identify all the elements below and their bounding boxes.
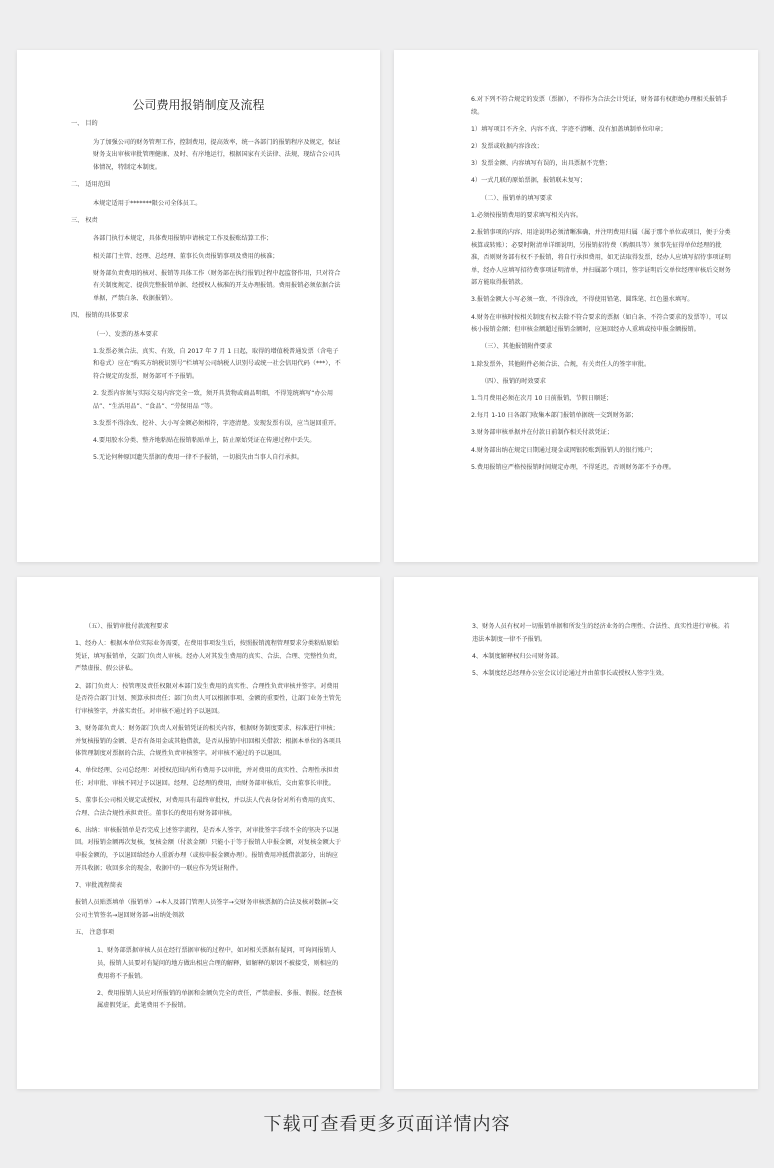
section-heading: 五、 注意事项 [75, 928, 115, 936]
document-page-3 [17, 577, 380, 1089]
page-content [471, 94, 731, 479]
paragraph: 3、财务部负责人：财务部门负责人对报销凭证的相关内容，根据财务制度要求、标准进行审核；并复核报销的金额、是否有备用金或其他借款，是否从报销中扣回相关借款；根据本单位的各项具体管理制度对票据的合法、合规性负责审核签字。对审核不通过的予以退回。 [75, 724, 342, 758]
paragraph: 1、财务部票据审核人员在经行票据审核的过程中，如对相关票据有疑问，可询问报销人员，报销人员要对有疑问的地方做出相应合理的解释，如解释的原因不被接受，则相应的费用将不予报销。 [97, 947, 339, 980]
paragraph: 2、费用报销人员应对所报销的单据和金额负完全的责任，严禁虚报、多报、假报。经查核属虚假凭证，此笔费用不予报销。 [97, 989, 343, 1010]
paragraph: 2、部门负责人：按管理及责任权限对本部门发生费用的真实性、合理性负责审核并签字。对费用是否符合部门计划、预算承担责任；部门负责人可以根据事项、金额的重要性，让部门业务主管先行审核签字，并落实责任。对审核不通过的予以退回。 [75, 682, 342, 715]
paragraph: 5、本制度经总经理办公室会议讨论通过并由董事长或授权人签字生效。 [472, 669, 668, 677]
paragraph: 4）一式几联的原始票据，报销联未复写； [471, 177, 587, 185]
paragraph: 4、单位经理、公司总经理：对授权范围内所有费用予以审批，并对费用的真实性、合理性承担责任；对审批、审核不同过予以退回。经理、总经理的费用，由财务部审核后，交由董事长审批。 [75, 767, 339, 787]
paragraph: 7、审批流程简表 [75, 881, 123, 889]
section-heading: 三、 权责 [71, 216, 98, 224]
paragraph: 1、经办人：根据本单位实际业务需要，在费用事项发生后，按照报销流程管理要求分类粘贴原始凭证，填写报销单，交部门负责人审核。经办人对其发生费用的真实、合法、合理、完整性负责，严禁虚报、假公济私。 [75, 640, 342, 673]
paragraph: 3.发票不得涂改、挖补、大小写金额必须相符，字迹清楚。发现发票有误，应当退回重开。 [93, 420, 341, 428]
paragraph: 6.对下列不符合规定的发票（票据），不得作为合法会计凭证，财务部有权拒绝办理相关报销手续。 [471, 96, 728, 116]
paragraph: （一）、发票的基本要求 [93, 330, 158, 338]
section-heading: 四、 报销的具体要求 [71, 312, 129, 320]
paragraph: 1.除发票外，其他附件必须合法、合规，有关责任人的签字审批。 [471, 360, 651, 368]
paragraph: 4、本制度解释权归公司财务部。 [472, 652, 563, 660]
subsection-heading: （四）、报销的时效要求 [481, 377, 546, 385]
page-content [71, 118, 343, 470]
page-content [472, 621, 730, 685]
paragraph: 为了加强公司的财务管理工作，控制费用，提高效率，统一各部门的报销程序及规定，保证财务支出审核审批管理健康、及时、有序地运行，根据国家有关法律、法规，现结合公司具体情况，特制定本制度。 [93, 138, 341, 171]
paragraph: 2）发票或收据内容涂改； [471, 142, 543, 150]
paragraph: 财务部负责费用的核对、报销等具体工作（财务部在执行报销过程中起监督作用，只对符合有关制度规定、提供完整报销单据、经授权人核准的开支办理报销。费用报销必须依据合法单据，严禁白条、收据报销）。 [93, 269, 341, 302]
paragraph: 1.必须按报销费用的要求填写相关内容。 [471, 211, 583, 219]
document-page-4 [394, 577, 758, 1089]
paragraph: 1.当月费用必须在次月 10 日前报销，节假日顺延； [471, 395, 613, 402]
document-page-2 [394, 50, 758, 562]
paragraph: 3）发票金额、内容填写有误的，出具票据不完整； [471, 160, 612, 168]
paragraph: 3.财务部审核单据并在付款日前制作相关付款凭证； [471, 429, 614, 437]
page-content [75, 621, 343, 1018]
document-title: 公司费用报销制度及流程 [132, 98, 265, 112]
section-heading: 一、 目的 [71, 120, 98, 127]
paragraph: 相关部门主管、经理、总经理、董事长负责报销事项及费用的核准； [93, 252, 279, 260]
paragraph: 6、出纳：审核报销单是否完成上述签字流程，是否本人签字，对审批签字手续不全的坚决予以退回。对报销金额再次复核，复核金额（付款金额）只能小于等于报销人申报金额，对复核金额大于申报金额的，予以退回给经办人重新办理（或按申报金额办理）。报销费用冲抵借款部分，出纳应开具收据；收回多余的现金，收据中的一联应作为凭证附件。 [75, 826, 342, 872]
paragraph: 本规定适用于*******限公司全体员工。 [93, 199, 202, 207]
paragraph: 1）填写项目不齐全、内容不真、字迹不清晰、没有加盖填制单位印章； [471, 125, 667, 133]
paragraph: 5、董事长公司相关规定或授权，对费用具有最终审批权，并以法人代表身份对所有费用的真实、合理、合法合规性承担责任。董事长的费用有财务部审核。 [75, 797, 339, 817]
paragraph: 2.报销事项的内容、用途说明必须清晰准确，并注明费用归属（属于那个单位或项目，便于分类核算或转账）；必要时附清单详细说明，另报销招待费（购烟具等）须事先征得单位经理的批准，否则财务部有权不予报销，将自行承担费用，如无法取得发票，经办人应填写招待事项证明单，经办人应填写招待费事项证明清单，并扫属部个项目，签字证明后交单位经理审核后交财务部方能取得报销款。 [471, 228, 731, 287]
paragraph: 3、财务人员有权对一切报销单据和所发生的经济业务的合理性、合法性、真实性进行审核。若违法本制度一律不予报销。 [472, 623, 730, 643]
subsection-heading: （三）、其他报销附件要求 [481, 343, 553, 351]
document-page-1 [17, 50, 380, 562]
paragraph: 5.无论何种原因遗失票据的费用一律不予报销，一切损失由当事人自行承担。 [93, 454, 304, 462]
paragraph: 报销人员贴票填单（报销单）→本人及部门管理人员签字→交财务审核票据的合法及核对数据→交公司主管签名→退回财务部→出纳处领款 [75, 899, 339, 919]
paragraph: 4.要用胶水分类、整齐地粘贴在报销粘贴单上，防止原始凭证在传递过程中丢失。 [93, 437, 316, 445]
section-heading: 二、 适用范围 [71, 180, 111, 188]
download-more-prompt[interactable]: 下载可查看更多页面详情内容 [263, 1114, 511, 1135]
paragraph: 3.报销金额大小写必须一致、不得涂改，不得使用铅笔、圆珠笔、红色墨水填写。 [471, 296, 694, 304]
paragraph: 4.财务部出纳在规定日期通过现金或网银转账到报销人的银行账户； [471, 446, 657, 454]
paragraph: 1.发票必须合法、真实、有效，自 2017 年 7 月 1 日起，取得的增值税普通发票（含电子和卷式）应在“购买方纳税识别号”栏填写公司纳税人识别号或统一社会信用代码（***），不符合规定的发票，财务部可不予报销。 [93, 347, 341, 381]
subsection-heading: （二）、报销单的填写要求 [481, 194, 553, 202]
paragraph: 2. 发票内容须与实际交易内容完全一致，须开具货物或商品明细，不得笼统填写“办公用品”、“生活用品”、“食品”、“劳保用品 ”等。 [93, 390, 334, 410]
paragraph: 2.每月 1-10 日各部门收集本部门报销单据统一交到财务部； [471, 412, 638, 420]
paragraph: 4.财务在审核时按相关制度有权去除不符合要求的票据（如白条、不符合要求的发票等），可以核小报销金额；但审核金额超过报销金额时，应退回经办人重填或按申报金额报销。 [471, 313, 728, 334]
paragraph: 5.费用报销应严格按报销时间规定办理，不得延迟，否则财务部不予办理。 [471, 463, 675, 471]
subsection-heading: （五）、报销审批付款流程要求 [85, 623, 169, 630]
paragraph: 各部门执行本规定，具体费用报销申请核定工作及报账结算工作； [93, 235, 273, 243]
